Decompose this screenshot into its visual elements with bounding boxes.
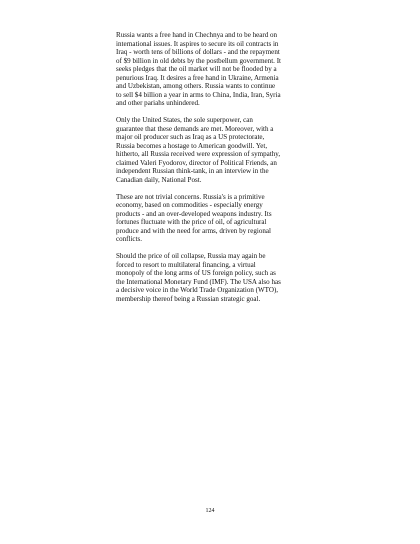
paragraph-3: These are not trivial concerns. Russia's is a primitive economy, based on commodities - especially energy products - and an over-developed weapons industry. Its fortunes fluctuate with the price of oil, of agricultural produce and with the need for arms, driven by regional conflicts. (116, 192, 272, 243)
paragraph-4: Should the price of oil collapse, Russia may again be forced to resort to multilateral financing, a virtual monopoly of the long arms of US foreign policy, such as the International Monetary Fund (IMF). The USA also has a decisive voice in the World Trade Organization (WTO), membership thereof being a Russian strategic goal. (116, 252, 281, 303)
page-number: 124 (205, 508, 215, 514)
body-text (116, 31, 316, 312)
paragraph-2: Only the United States, the sole superpower, can guarantee that these demands are met. Moreover, with a major oil producer such as Iraq as a US protectorate, Russia becomes a hostage to American goodwill. Yet, hitherto, all Russia received were expression of sympathy, claimed Valeri Fyodorov, director of Political Friends, an independent Russian think-tank, in an interview in the Canadian daily, National Post. (116, 116, 281, 184)
paragraph-1: Russia wants a free hand in Chechnya and to be heard on international issues. It aspires to secure its oil contracts in Iraq - worth tens of billions of dollars - and the repayment of $9 billion in old debts by the postbellum government. It seeks pledges that the oil market will not be flooded by a penurious Iraq. It desires a free hand in Ukraine, Armenia and Uzbekistan, among others. Russia wants to continue to sell $4 billion a year in arms to China, India, Iran, Syria and other pariahs unhindered. (116, 31, 281, 107)
